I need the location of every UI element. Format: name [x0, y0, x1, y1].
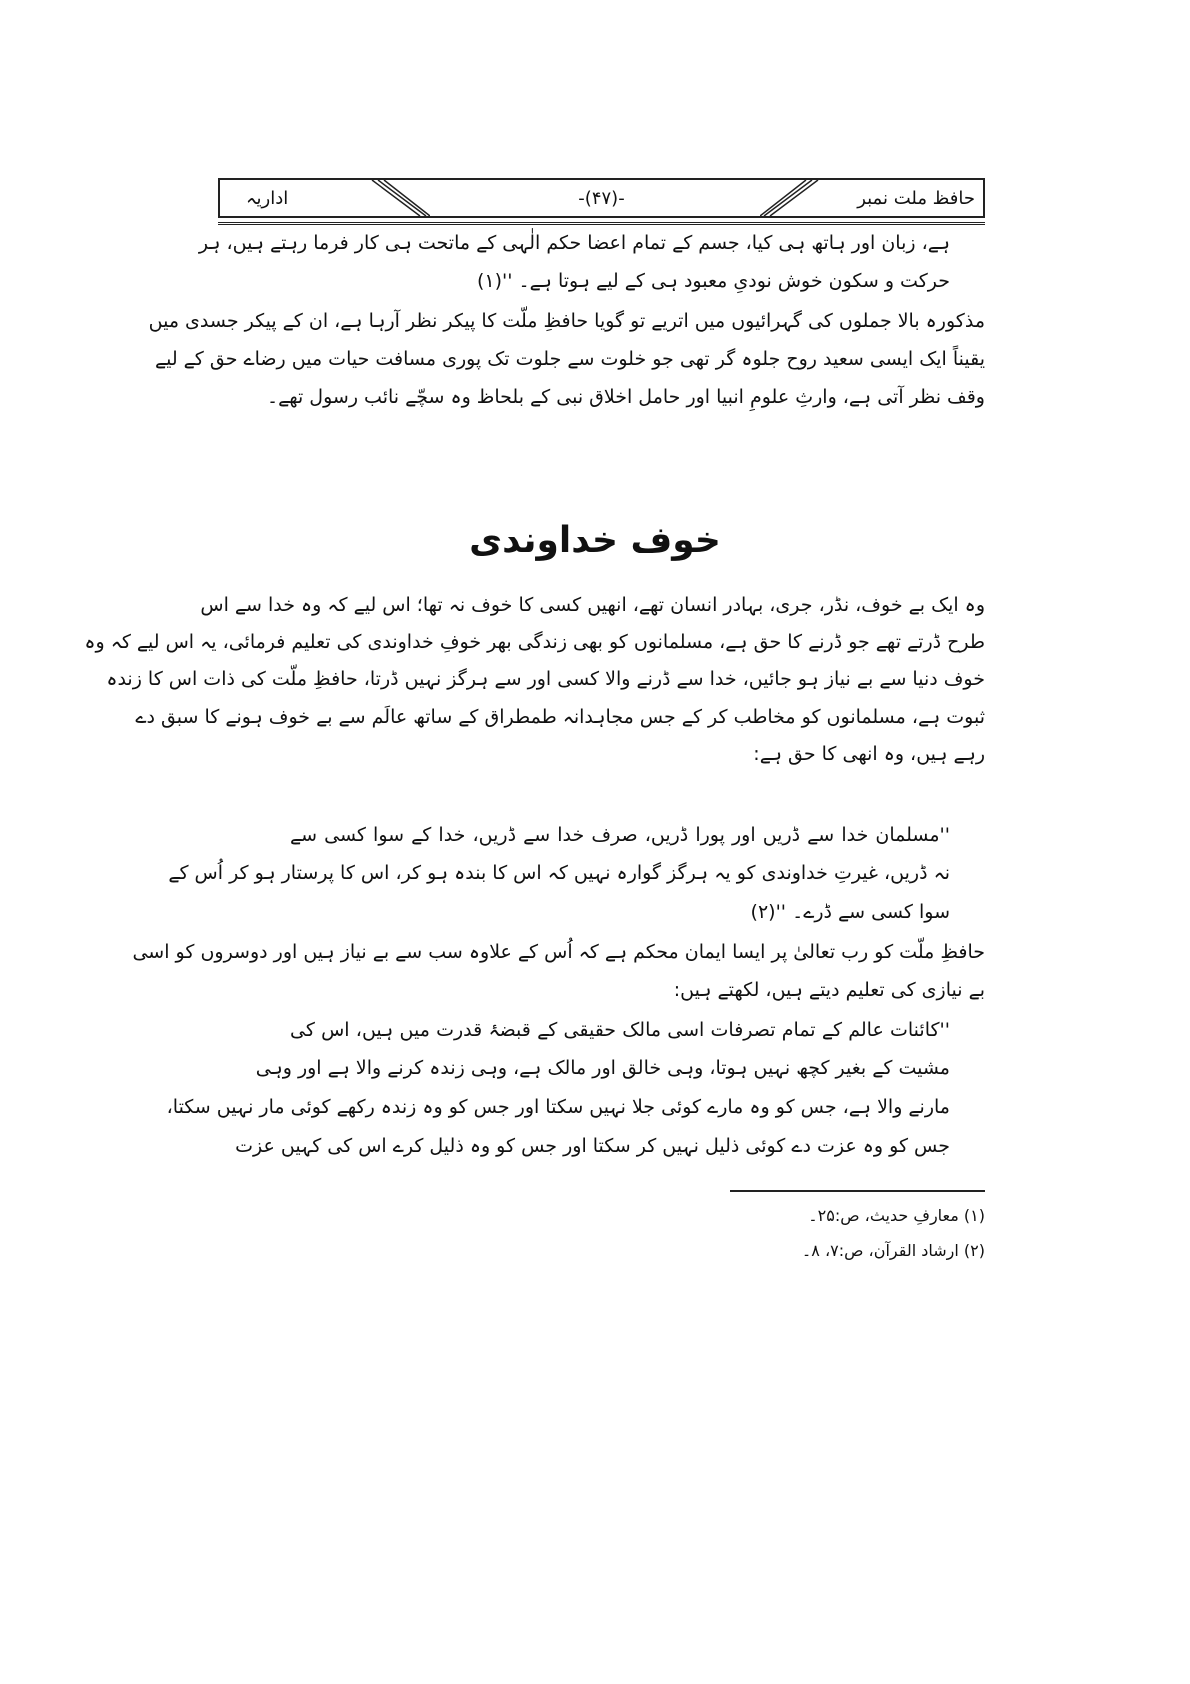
footnote-separator: [730, 1190, 985, 1192]
footnote: (۲) ارشاد القرآن، ص:۷، ۸۔: [801, 1241, 985, 1260]
paragraph-line: وقف نظر آتی ہے، وارثِ علومِ انبیا اور حامل اخلاق نبی کے بلحاظ وہ سچّے نائب رسول تھے۔: [266, 386, 985, 408]
section-heading: خوف خداوندی: [469, 520, 721, 561]
quote-line: نہ ڈریں، غیرتِ خداوندی کو یہ ہرگز گوارہ نہیں کہ اس کا بندہ ہو کر، اس کا پرستار ہو کر اُس کے: [168, 862, 950, 884]
paragraph-line: وہ ایک بے خوف، نڈر، جری، بہادر انسان تھے، انھیں کسی کا خوف نہ تھا؛ اس لیے کہ وہ خدا سے اس: [200, 594, 985, 616]
paragraph-line: حافظِ ملّت کو رب تعالیٰ پر ایسا ایمان محکم ہے کہ اُس کے علاوہ سب سے بے نیاز ہیں اور دوسروں کو اسی: [132, 941, 985, 963]
header-ornament-left: [370, 180, 430, 216]
paragraph-line: یقیناً ایک ایسی سعید روح جلوہ گر تھی جو خلوت سے جلوت تک پوری مسافت حیات میں رضاے حق کے لیے: [154, 348, 985, 370]
quote-line: سوا کسی سے ڈرے۔ ''(۲): [750, 901, 950, 923]
footnote: (۱) معارفِ حدیث، ص:۲۵۔: [808, 1206, 985, 1225]
paragraph-line: رہے ہیں، وہ انھی کا حق ہے:: [753, 743, 985, 765]
quote-line: ''مسلمان خدا سے ڈریں اور پورا ڈریں، صرف خدا سے ڈریں، خدا کے سوا کسی سے: [290, 824, 950, 846]
quote-line: مشیت کے بغیر کچھ نہیں ہوتا، وہی خالق اور مالک ہے، وہی زندہ کرنے والا ہے اور وہی: [255, 1057, 950, 1079]
paragraph-line: بے نیازی کی تعلیم دیتے ہیں، لکھتے ہیں:: [673, 979, 985, 1001]
page-number: -(۴۷)-: [578, 188, 625, 209]
quote-line: جس کو وہ عزت دے کوئی ذلیل نہیں کر سکتا اور جس کو وہ ذلیل کرے اس کی کہیں عزت: [235, 1135, 950, 1157]
running-header: [218, 178, 985, 218]
quote-line: حرکت و سکون خوش نودیِ معبود ہی کے لیے ہوتا ہے۔ ''(۱): [477, 270, 950, 292]
header-rule: [218, 222, 985, 225]
quote-line: مارنے والا ہے، جس کو وہ مارے کوئی جلا نہیں سکتا اور جس کو وہ زندہ رکھے کوئی مار نہیں سکتا،: [166, 1096, 950, 1118]
paragraph-line: مذکورہ بالا جملوں کی گہرائیوں میں اتریے تو گویا حافظِ ملّت کا پیکر نظر آرہا ہے، ان کے پیکر جسدی میں: [148, 310, 985, 332]
header-section-title: اداریہ: [246, 188, 289, 209]
paragraph-line: طرح ڈرتے تھے جو ڈرنے کا حق ہے، مسلمانوں کو بھی زندگی بھر خوفِ خداوندی کی تعلیم فرمائی، یہ اس لیے کہ وہ: [84, 631, 985, 653]
paragraph-line: ثبوت ہے، مسلمانوں کو مخاطب کر کے جس مجاہدانہ طمطراق کے ساتھ عالَم سے بے خوف ہونے کا سبق دے: [135, 706, 985, 728]
quote-line: ہے، زبان اور ہاتھ ہی کیا، جسم کے تمام اعضا حکم الٰہی کے ماتحت ہی کار فرما رہتے ہیں، ہر: [198, 232, 950, 254]
paragraph-line: خوف دنیا سے بے نیاز ہو جائیں، خدا سے ڈرنے والا کسی اور سے ہرگز نہیں ڈرتا، حافظِ ملّت کی ذات اس کا زندہ: [106, 668, 985, 690]
header-magazine-title: حافظ ملت نمبر: [857, 188, 975, 209]
quote-line: ''کائنات عالم کے تمام تصرفات اسی مالک حقیقی کے قبضۂ قدرت میں ہیں، اس کی: [290, 1019, 950, 1041]
header-ornament-right: [760, 180, 820, 216]
